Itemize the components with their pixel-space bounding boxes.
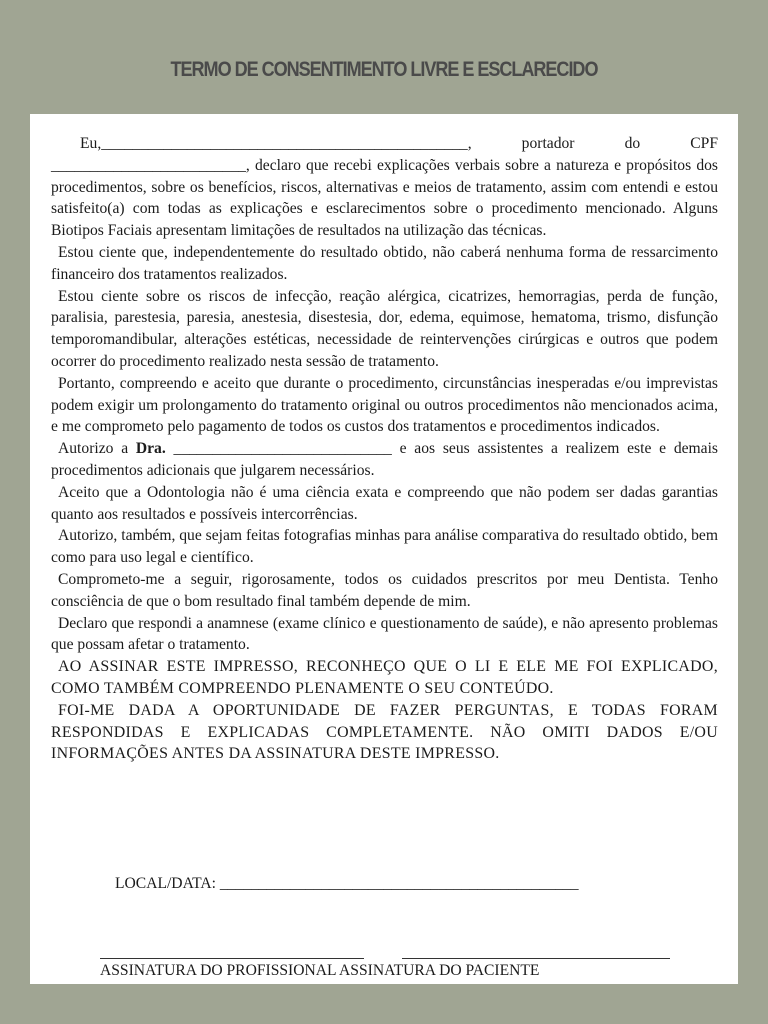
patient-signature-label: ASSINATURA DO PACIENTE: [339, 962, 540, 979]
consent-form-page: [30, 114, 738, 984]
text-cpf: , portador do CPF: [467, 135, 718, 152]
patient-signature-line: [402, 958, 670, 959]
text-autorizo: Autorizo a: [58, 440, 136, 458]
name-blank: _______________________________________________: [101, 135, 468, 152]
doctor-blank: ____________________________: [165, 440, 392, 458]
local-date-label: LOCAL/DATA:: [115, 875, 220, 892]
paragraph-authorize-doctor: [51, 438, 718, 482]
paragraph-identification: [51, 133, 718, 242]
paragraph-unforeseen: Portanto, compreendo e aceito que durante o procedimento, circunstâncias inesperadas e/ou imprevistas podem exigir um prolongamento do tratamento original ou outros procedimentos não mencionados acima, e me comprometo pelo pagamento de todos os custos dos tratamentos e procedimentos indicados.: [51, 374, 718, 436]
document-title: TERMO DE CONSENTIMENTO LIVRE E ESCLARECIDO: [170, 58, 598, 81]
local-date-field: [115, 875, 579, 893]
consent-body: [51, 133, 718, 765]
paragraph-no-guarantees: Aceito que a Odontologia não é uma ciência exata e compreendo que não podem ser dadas garantias quanto aos resultados e possíveis intercorrências.: [51, 483, 718, 523]
paragraph-questions: FOI-ME DADA A OPORTUNIDADE DE FAZER PERGUNTAS, E TODAS FORAM RESPONDIDAS E EXPLICADAS COMPLETAMENTE. NÃO OMITI DADOS E/OU INFORMAÇÕES ANTES DA ASSINATURA DESTE IMPRESSO.: [51, 701, 718, 763]
paragraph-risks: Estou ciente sobre os riscos de infecção, reação alérgica, cicatrizes, hemorragias, perda de função, paralisia, parestesia, paresia, anestesia, disestesia, dor, edema, equimose, hematoma, trismo, disfunção temporomandibular, alterações estéticas, necessidade de reintervenções cirúrgicas e outros que podem ocorrer do procedimento realizado nesta sessão de tratamento.: [51, 287, 718, 370]
text-declaration: , declaro que recebi explicações verbais sobre a natureza e propósitos dos procedimentos, sobre os benefícios, riscos, alternativas e meios de tratamento, assim com entendi e estou satisfeito(a) com todas as explicações e esclarecimentos sobre o procedimento mencionado. Alguns Biotipos Faciais apresentam limitações de resultados na utilização das técnicas.: [51, 156, 718, 240]
paragraph-acknowledgement: AO ASSINAR ESTE IMPRESSO, RECONHEÇO QUE O LI E ELE ME FOI EXPLICADO, COMO TAMBÉM COMPREENDO PLENAMENTE O SEU CONTEÚDO.: [51, 658, 718, 697]
cpf-blank: _________________________: [51, 156, 246, 174]
paragraph-anamnesis: Declaro que respondi a anamnese (exame clínico e questionamento de saúde), e não apresento problemas que possam afetar o tratamento.: [51, 614, 718, 654]
local-date-blank: ______________________________________________: [219, 875, 579, 892]
professional-signature-line: [100, 958, 364, 959]
paragraph-commitment: Comprometo-me a seguir, rigorosamente, todos os cuidados prescritos por meu Dentista. Tenho consciência de que o bom resultado final também depende de mim.: [51, 570, 718, 610]
signature-labels: [100, 962, 539, 980]
paragraph-photos: Autorizo, também, que sejam feitas fotografias minhas para análise comparativa do resultado obtido, bem como para uso legal e científico.: [51, 527, 718, 567]
text-eu: Eu,: [80, 135, 102, 152]
text-assistants: e aos seus assistentes a realizem este e demais procedimentos adicionais que julgarem necessários.: [51, 440, 718, 479]
text-dra: Dra.: [135, 440, 166, 458]
paragraph-no-refund: Estou ciente que, independentemente do resultado obtido, não caberá nenhuma forma de ressarcimento financeiro dos tratamentos realizados.: [51, 243, 718, 283]
professional-signature-label: ASSINATURA DO PROFISSIONAL: [100, 962, 336, 979]
